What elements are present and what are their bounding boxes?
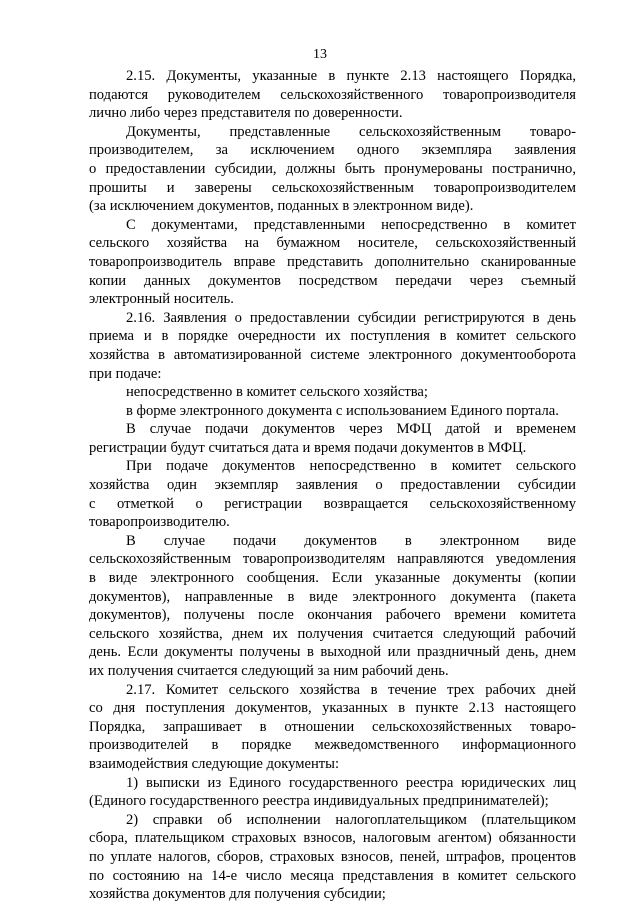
paragraph bbox=[89, 216, 576, 309]
document-body bbox=[89, 67, 576, 904]
text-line: хозяйства документов для получения субсидии; bbox=[89, 886, 386, 903]
text-line: электронный носитель. bbox=[89, 291, 234, 308]
text-line: документов), получены после окончания рабочего времени комитета bbox=[89, 607, 576, 624]
text-line: 1) выписки из Единого государственного реестра юридических лиц bbox=[126, 774, 576, 791]
text-line: лично либо через представителя по доверенности. bbox=[89, 105, 403, 122]
text-line: (Единого государственного реестра индивидуальных предпринимателей); bbox=[89, 793, 549, 810]
text-line: 2.15. Документы, указанные в пункте 2.13 настоящего Порядка, bbox=[126, 68, 576, 84]
paragraph bbox=[89, 681, 576, 774]
paragraph bbox=[89, 774, 576, 811]
paragraph bbox=[89, 67, 576, 123]
text-line: Документы, представленные сельскохозяйственным товаро- bbox=[126, 123, 576, 140]
text-line: хозяйства в автоматизированной системе электронного документооборота bbox=[89, 346, 576, 363]
paragraph bbox=[89, 383, 576, 402]
paragraph bbox=[89, 420, 576, 457]
text-line: копии данных документов посредством передачи через съемный bbox=[89, 272, 576, 289]
text-line: приема и в порядке очередности их поступления в комитет сельского bbox=[89, 328, 576, 345]
text-line: При подаче документов непосредственно в комитет сельского bbox=[126, 458, 576, 475]
text-line: сбора, плательщиком страховых взносов, налоговым агентом) обязанности bbox=[89, 830, 576, 847]
paragraph bbox=[89, 309, 576, 383]
paragraph bbox=[89, 123, 576, 216]
text-line: 2.17. Комитет сельского хозяйства в течение трех рабочих дней bbox=[126, 681, 576, 698]
text-line: С документами, представленными непосредственно в комитет bbox=[126, 216, 576, 233]
paragraph bbox=[89, 457, 576, 531]
text-line: регистрации будут считаться дата и время подачи документов в МФЦ. bbox=[89, 439, 527, 456]
text-line: подаются руководителем сельскохозяйственного товаропроизводителя bbox=[89, 86, 576, 103]
paragraph bbox=[89, 811, 576, 904]
text-line: их получения считается следующий за ним рабочий день. bbox=[89, 663, 449, 679]
page-number: 13 bbox=[313, 47, 327, 62]
text-line: сельского хозяйства, днем их получения считается следующий рабочий bbox=[89, 625, 576, 642]
text-line: непосредственно в комитет сельского хозяйства; bbox=[126, 384, 428, 401]
text-line: В случае подачи документов в электронном виде bbox=[126, 532, 576, 549]
text-line: по состоянию на 14-е число месяца представления в комитет сельского bbox=[89, 867, 576, 884]
text-line: (за исключением документов, поданных в электронном виде). bbox=[89, 198, 474, 215]
text-line: 2) справки об исполнении налогоплательщиком (плательщиком bbox=[126, 811, 576, 828]
text-line: о предоставлении субсидии, должны быть пронумерованы постранично, bbox=[89, 160, 576, 177]
text-line: 2.16. Заявления о предоставлении субсидии регистрируются в день bbox=[126, 309, 576, 326]
paragraph bbox=[89, 532, 576, 681]
text-line: документов), направленные в виде электронного документа (пакета bbox=[89, 588, 576, 605]
text-line: товаропроизводитель вправе представить дополнительно сканированные bbox=[89, 253, 576, 270]
text-line: в виде электронного сообщения. Если указанные документы (копии bbox=[89, 570, 576, 587]
text-line: день. Если документы получены в выходной или праздничный день, днем bbox=[89, 644, 576, 661]
text-line: со дня поступления документов, указанных в пункте 2.13 настоящего bbox=[89, 700, 576, 717]
text-line: взаимодействия следующие документы: bbox=[89, 755, 339, 772]
text-line: в форме электронного документа с использованием Единого портала. bbox=[126, 402, 559, 419]
text-line: В случае подачи документов через МФЦ датой и временем bbox=[126, 421, 576, 438]
text-line: при подаче: bbox=[89, 365, 162, 382]
text-line: хозяйства один экземпляр заявления о предоставлении субсидии bbox=[89, 477, 576, 494]
paragraph bbox=[89, 402, 576, 421]
text-line: прошиты и заверены сельскохозяйственным товаропроизводителем bbox=[89, 179, 576, 196]
text-line: производителей в порядке межведомственного информационного bbox=[89, 737, 576, 754]
text-line: товаропроизводителю. bbox=[89, 514, 230, 531]
text-line: Порядка, запрашивает в отношении сельскохозяйственных товаро- bbox=[89, 718, 576, 735]
text-line: с отметкой о регистрации возвращается сельскохозяйственному bbox=[89, 495, 576, 512]
text-line: по уплате налогов, сборов, страховых взносов, пеней, штрафов, процентов bbox=[89, 848, 576, 865]
text-line: производителем, за исключением одного экземпляра заявления bbox=[89, 142, 576, 159]
text-line: сельскохозяйственным товаропроизводителям направляются уведомления bbox=[89, 551, 576, 568]
text-line: сельского хозяйства на бумажном носителе, сельскохозяйственный bbox=[89, 235, 576, 252]
